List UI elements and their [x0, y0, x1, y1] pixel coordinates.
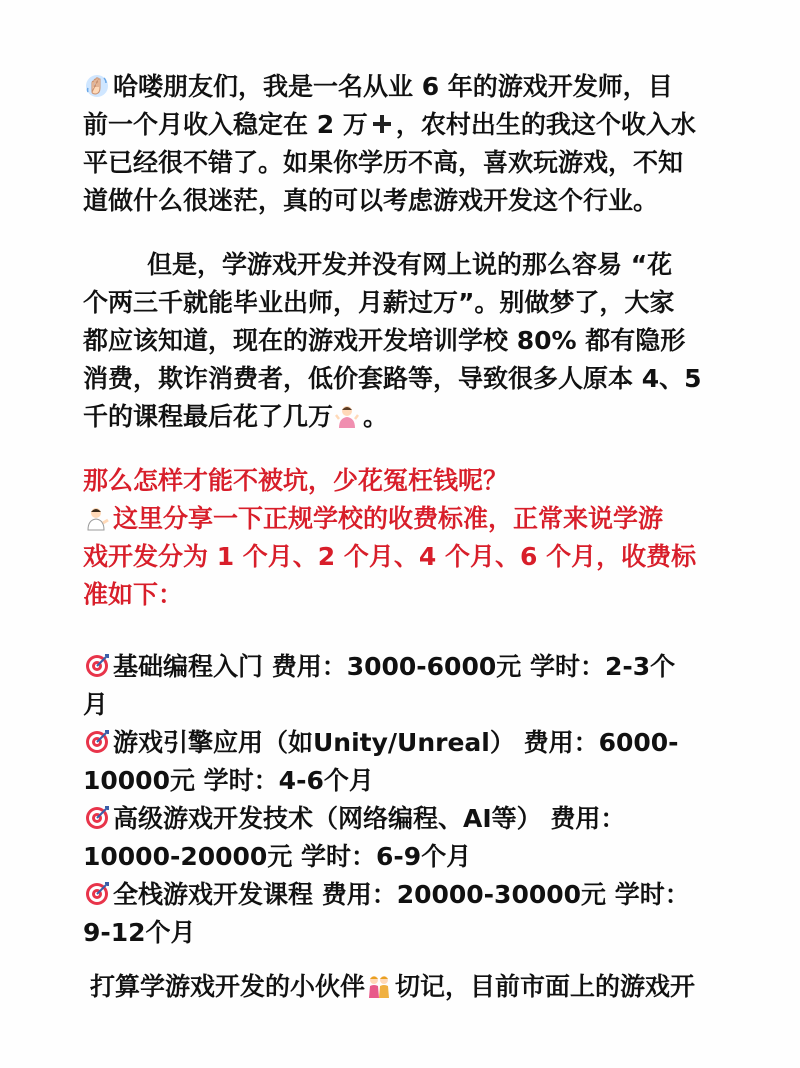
warning-line-2: 个两三千就能毕业出师，月薪过万”。别做梦了，大家	[83, 288, 675, 317]
target-icon	[83, 804, 111, 832]
target-icon	[83, 880, 111, 908]
warning-text-5-end: 。	[363, 402, 389, 431]
course-item	[83, 648, 723, 724]
course-text-1: 高级游戏开发技术（网络编程、AI等） 费用：	[113, 804, 626, 833]
course-line-2: 10000元 学时：4-6个月	[83, 766, 374, 795]
target-icon	[83, 652, 111, 680]
intro-text-1: 哈喽朋友们，我是一名从业 6 年的游戏开发师，目	[113, 72, 673, 101]
fee-intro-line-1	[83, 500, 723, 538]
plus-icon	[368, 110, 394, 138]
closing-line-1	[90, 968, 730, 1006]
intro-line-4: 道做什么很迷茫，真的可以考虑游戏开发这个行业。	[83, 186, 659, 215]
closing-text-1a: 打算学游戏开发的小伙伴	[90, 972, 366, 1001]
warning-line-1	[83, 246, 723, 284]
target-icon	[83, 728, 111, 756]
course-text-1: 基础编程入门 费用：3000-6000元 学时：2-3个	[113, 652, 676, 681]
course-line-2: 9-12个月	[83, 918, 196, 947]
course-line-2: 10000-20000元 学时：6-9个月	[83, 842, 472, 871]
course-item	[83, 876, 723, 952]
warning-line-3: 都应该知道，现在的游戏开发培训学校 80% 都有隐形	[83, 326, 686, 355]
fee-intro-section	[83, 462, 723, 614]
waving-hand-icon	[83, 72, 111, 100]
course-line-1	[83, 800, 723, 838]
fee-question: 那么怎样才能不被坑，少花冤枉钱呢？	[83, 466, 509, 495]
course-text-1: 游戏引擎应用（如Unity/Unreal） 费用：6000-	[113, 728, 679, 757]
intro-paragraph	[83, 68, 723, 220]
closing-paragraph	[90, 968, 730, 1006]
warning-paragraph	[83, 246, 723, 436]
warning-text-5: 千的课程最后花了几万	[83, 402, 334, 431]
fee-intro-line-3: 准如下：	[83, 580, 184, 609]
intro-text-2a: 前一个月收入稳定在 2 万	[83, 110, 368, 139]
intro-text-2b: ，农村出生的我这个收入水	[395, 110, 696, 139]
intro-line-3: 平已经很不错了。如果你学历不高，喜欢玩游戏，不知	[83, 148, 684, 177]
course-item	[83, 800, 723, 876]
intro-line-1	[83, 68, 723, 106]
fee-intro-text-1: 这里分享一下正规学校的收费标准，正常来说学游	[113, 504, 664, 533]
course-line-1	[83, 876, 723, 914]
two-people-icon	[365, 972, 393, 1000]
intro-line-2	[83, 106, 723, 144]
course-item	[83, 724, 723, 800]
fee-intro-line-2: 戏开发分为 1 个月、2 个月、4 个月、6 个月，收费标	[83, 542, 697, 571]
course-line-1	[83, 648, 723, 686]
course-line-1	[83, 724, 723, 762]
warning-line-4: 消费，欺诈消费者，低价套路等，导致很多人原本 4、5	[83, 364, 702, 393]
warning-line-5	[83, 398, 723, 436]
shrug-person-icon	[333, 402, 361, 430]
course-text-1: 全栈游戏开发课程 费用：20000-30000元 学时：	[113, 880, 690, 909]
course-line-2: 月	[83, 690, 109, 719]
warning-text-1: 但是，学游戏开发并没有网上说的那么容易 “花	[147, 250, 673, 279]
closing-text-1b: 切记，目前市面上的游戏开	[395, 972, 696, 1001]
course-list	[83, 648, 723, 952]
tipping-hand-person-icon	[83, 504, 111, 532]
